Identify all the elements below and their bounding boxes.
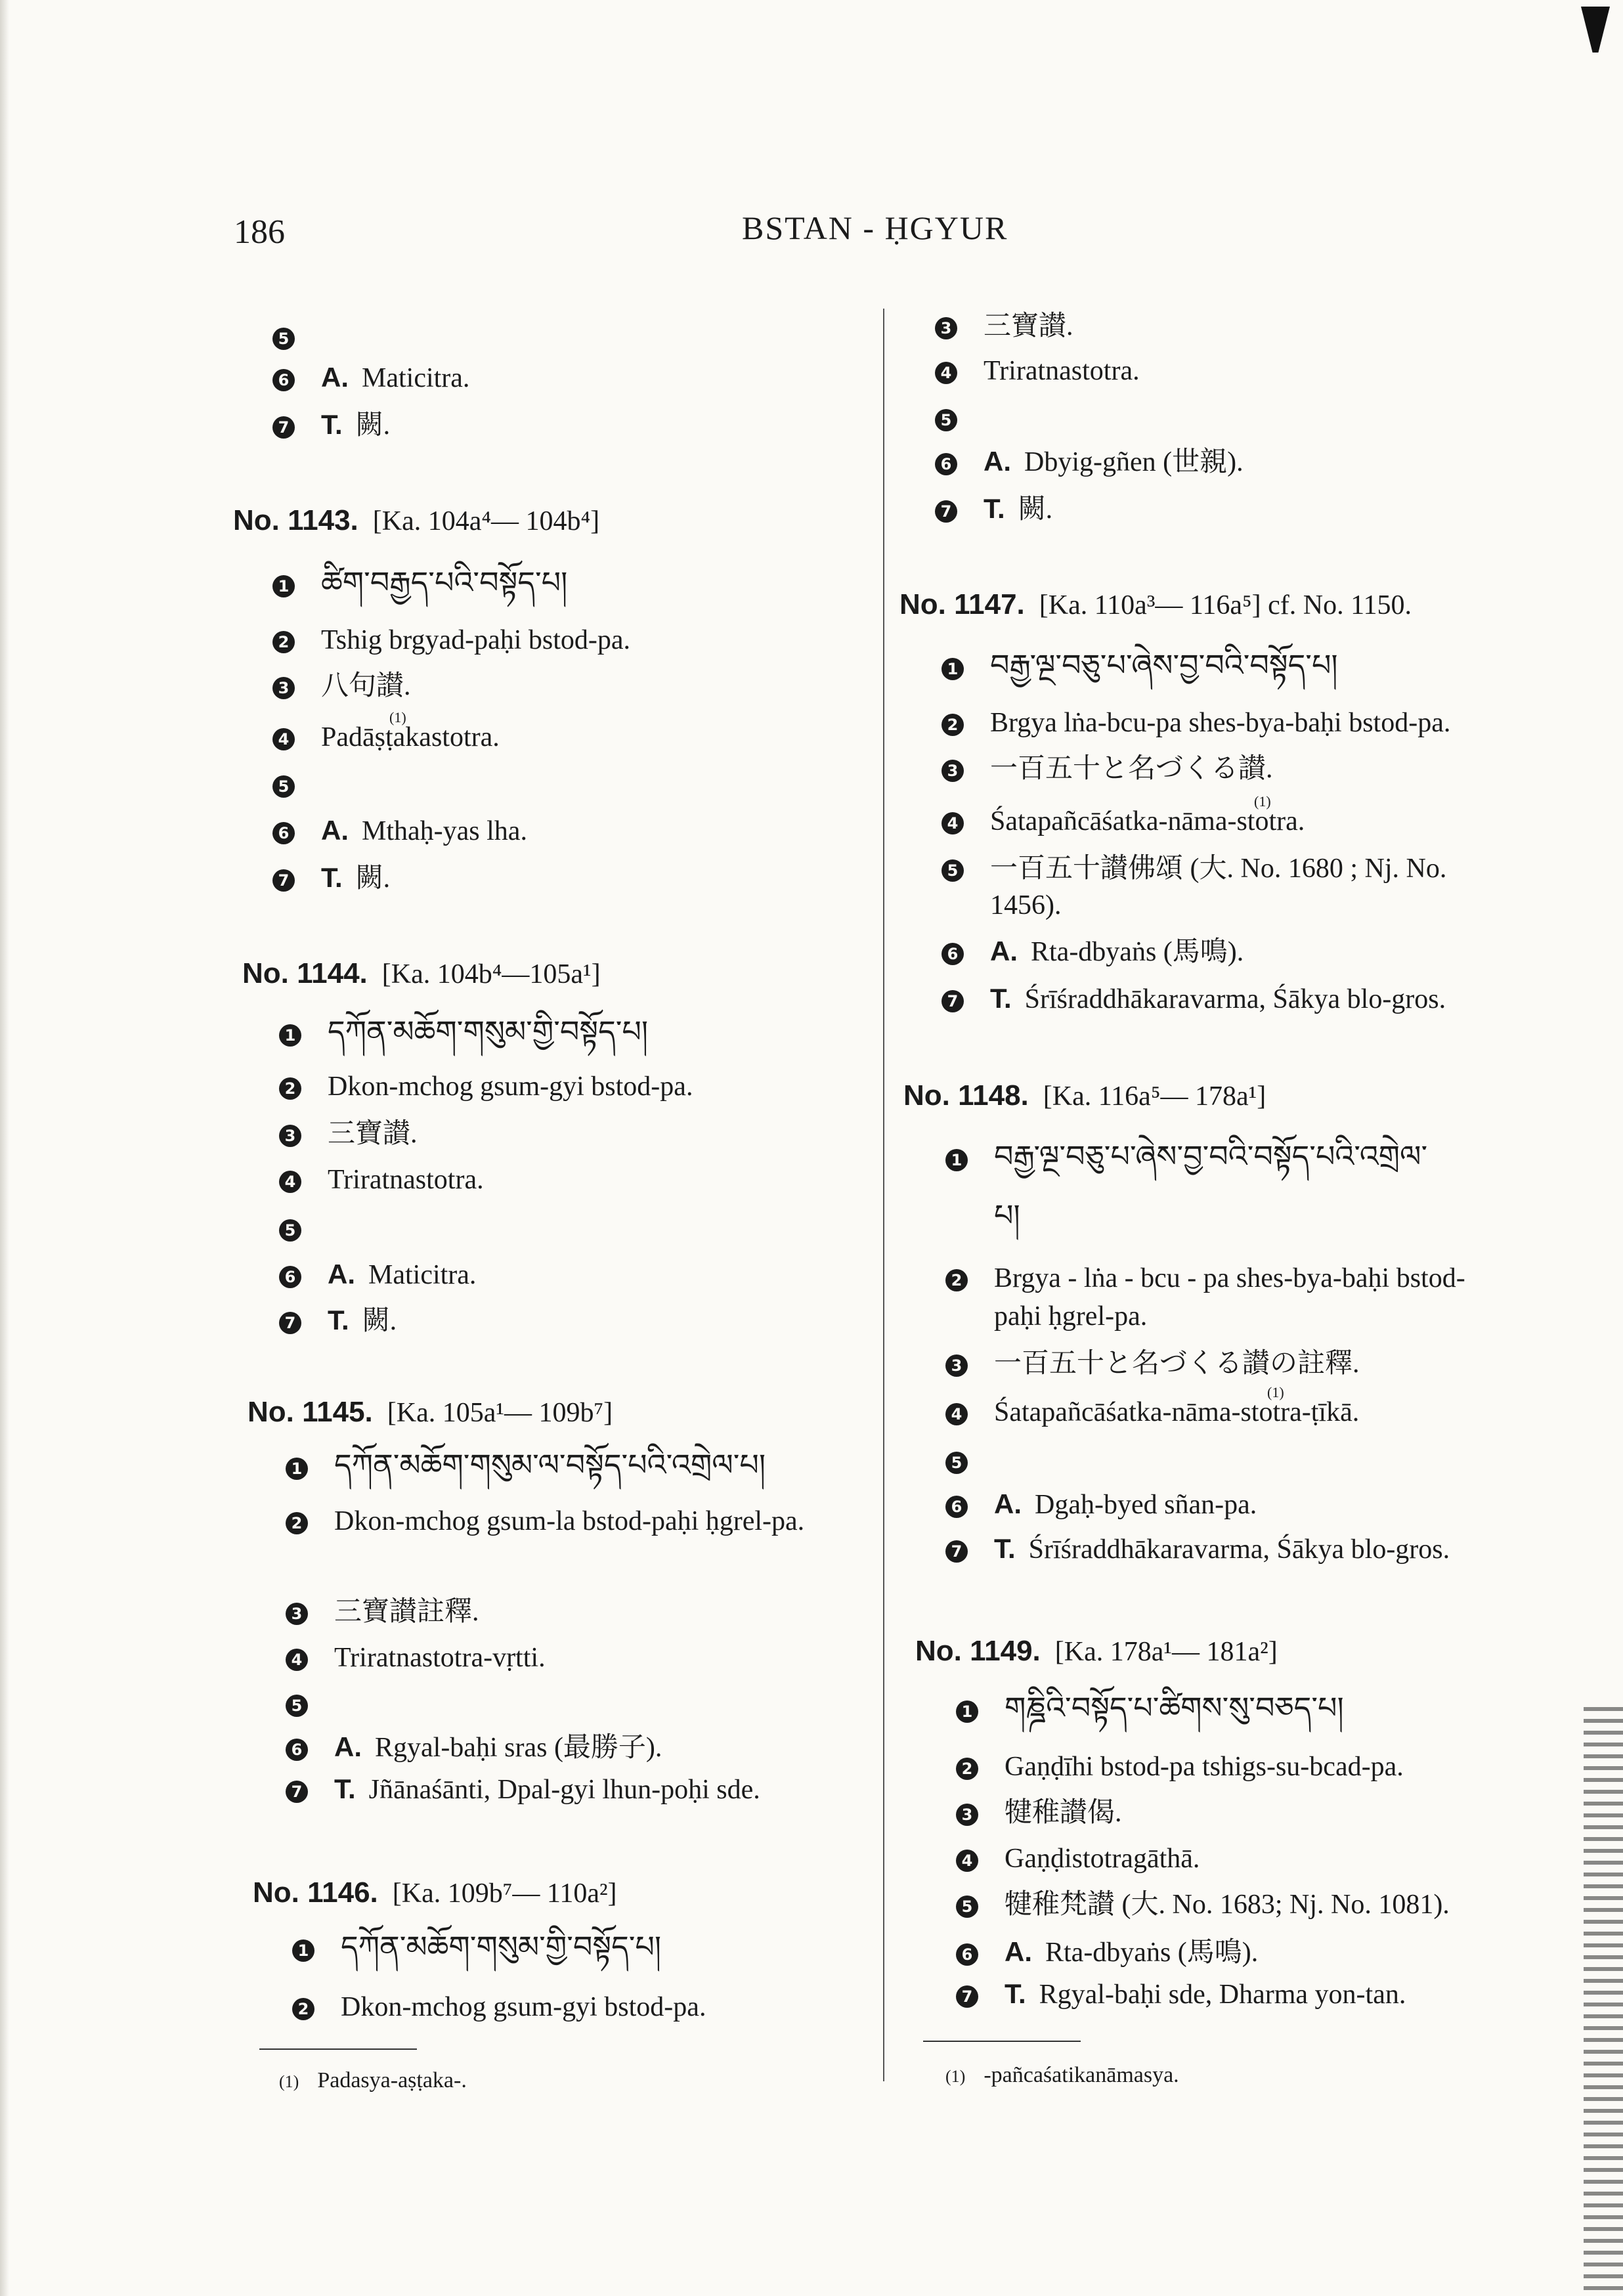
column-rule (883, 309, 884, 2081)
circled-2-icon: 2 (945, 1269, 968, 1291)
circled-2-icon: 2 (941, 714, 964, 736)
entry-1147-note-mark: (1) (1254, 793, 1271, 810)
circled-2-icon: 2 (956, 1758, 978, 1780)
entry-1149-tibetan: 1 གཎྜིའི་བསྟོད་པ་ཚིགས་སུ་བཅད་པ། (956, 1691, 1344, 1726)
item-7: 7 T. 闕. (272, 408, 390, 442)
circled-1-icon: 1 (292, 1939, 314, 1962)
translator: 闕. (355, 410, 391, 441)
entry-1147-chinese-ref: 5 一百五十讃佛頌 (大. No. 1680 ; Nj. No. (941, 852, 1446, 885)
entry-1146-sanskrit: 4 Triratnastotra. (935, 355, 1140, 387)
entry-1148-sanskrit: 4 Śatapañcāśatka-nāma-stotra-ṭīkā. (945, 1396, 1359, 1429)
circled-2-icon: 2 (279, 1077, 301, 1100)
circled-6-icon: 6 (286, 1739, 308, 1761)
circled-5-icon: 5 (941, 859, 964, 882)
circled-7-icon: 7 (935, 500, 957, 523)
entry-1143-head: No. 1143. [Ka. 104a⁴— 104b⁴] (233, 504, 600, 536)
entry-1147-title: 2 Brgya lṅa-bcu-pa shes-bya-baḥi bstod-pa. (941, 706, 1450, 739)
circled-7-icon: 7 (272, 869, 295, 892)
entry-1149-chinese: 3 犍稚讃偈. (956, 1796, 1122, 1829)
circled-4-icon: 4 (935, 362, 957, 384)
page-edge-left (0, 0, 9, 2296)
entry-1143-translator: 7 T. 闕. (272, 861, 390, 895)
circled-3-icon: 3 (956, 1804, 978, 1826)
circled-3-icon: 3 (945, 1354, 968, 1377)
circled-7-icon: 7 (279, 1312, 301, 1334)
entry-1146-translator: 7 T. 闕. (935, 492, 1052, 526)
circled-3-icon: 3 (279, 1125, 301, 1147)
entry-1149-title: 2 Gaṇḍīhi bstod-pa tshigs-su-bcad-pa. (956, 1750, 1404, 1783)
entry-1149-head: No. 1149. [Ka. 178a¹— 181a²] (915, 1635, 1278, 1667)
entry-1147-chinese-ref-cont: 1456). (990, 890, 1062, 921)
circled-5-icon: 5 (956, 1895, 978, 1918)
entry-1144-tibetan: 1 དཀོན་མཆོག་གསུམ་གྱི་བསྟོད་པ། (279, 1015, 648, 1050)
circled-1-icon: 1 (941, 658, 964, 680)
entry-1145-chinese: 3 三寶讃註釋. (286, 1595, 479, 1628)
entry-1145-sanskrit: 4 Triratnastotra-vṛtti. (286, 1641, 546, 1674)
circled-2-icon: 2 (272, 631, 295, 653)
circled-5-icon: 5 (935, 409, 957, 431)
entry-1144-author: 6 A. Maticitra. (279, 1258, 476, 1291)
entry-1147-translator: 7 T. Śrīśraddhākaravarma, Śākya blo-gros. (941, 982, 1446, 1016)
entry-1144-item5 (279, 1212, 328, 1245)
entry-1146-author: 6 A. Dbyig-gñen (世親). (935, 445, 1244, 479)
entry-1144-head: No. 1144. [Ka. 104b⁴—105a¹] (242, 957, 601, 989)
entry-1148-translator: 7 T. Śrīśraddhākaravarma, Śākya blo-gros. (945, 1532, 1450, 1566)
footnote-right: (1) -pañcaśatikanāmasya. (945, 2063, 1179, 2087)
entry-1144-sanskrit: 4 Triratnastotra. (279, 1163, 484, 1196)
circled-3-icon: 3 (272, 677, 295, 699)
entry-1145-title: 2 Dkon-mchog gsum-la bstod-paḥi ḥgrel-pa. (286, 1505, 925, 1538)
corner-mark (1581, 7, 1610, 53)
entry-1143-chinese: 3 八句讃. (272, 670, 411, 703)
entry-1147-chinese: 3 一百五十と名づくる讃. (941, 752, 1273, 785)
entry-1145-tibetan: 1 དཀོན་མཆོག་གསུམ་ལ་བསྟོད་པའི་འགྲེལ་པ། (286, 1448, 766, 1483)
entry-1143-author: 6 A. Mthaḥ-yas lha. (272, 814, 527, 848)
circled-6-icon: 6 (945, 1496, 968, 1518)
entry-1146-chinese: 3 三寶讃. (935, 310, 1073, 343)
circled-4-icon: 4 (956, 1850, 978, 1872)
entry-1149-author: 6 A. Rta-dbyaṅs (馬鳴). (956, 1936, 1258, 1969)
circled-3-icon: 3 (941, 760, 964, 782)
entry-1147-sanskrit: 4 Śatapañcāśatka-nāma-stotra. (941, 805, 1305, 838)
entry-1149-chinese-ref: 5 犍稚梵讃 (大. No. 1683; Nj. No. 1081). (956, 1888, 1450, 1921)
entry-1149-sanskrit: 4 Gaṇḍistotragāthā. (956, 1842, 1200, 1875)
circled-2-icon: 2 (286, 1512, 308, 1534)
entry-1143-title: 2 Tshig brgyad-paḥi bstod-pa. (272, 624, 630, 657)
page-edge-right (1584, 1707, 1623, 2296)
entry-1143-note-mark: (1) (389, 709, 406, 726)
entry-1146-title: 2 Dkon-mchog gsum-gyi bstod-pa. (292, 1991, 706, 2024)
circled-2-icon: 2 (292, 1998, 314, 2020)
entry-1145-translator: 7 T. Jñānaśānti, Dpal-gyi lhun-poḥi sde. (286, 1773, 760, 1806)
circled-1-icon: 1 (945, 1149, 968, 1171)
entry-1145-author: 6 A. Rgyal-baḥi sras (最勝子). (286, 1731, 662, 1764)
circled-4-icon: 4 (941, 812, 964, 834)
entry-1144-chinese: 3 三寶讃. (279, 1117, 418, 1150)
entry-1147-head: No. 1147. [Ka. 110a³— 116a⁵] cf. No. 1150. (899, 588, 1412, 620)
circled-1-icon: 1 (956, 1700, 978, 1723)
circled-7-icon: 7 (945, 1540, 968, 1563)
entry-1148-item5 (945, 1444, 994, 1477)
entry-1148-note-mark: (1) (1267, 1384, 1284, 1400)
footnote-rule-left (259, 2048, 417, 2050)
entry-1143-tibetan: 1 ཚིག་བརྒྱད་པའི་བསྟོད་པ། (272, 566, 567, 601)
circled-4-icon: 4 (286, 1649, 308, 1671)
entry-1145-head: No. 1145. [Ka. 105a¹— 109b⁷] (248, 1396, 613, 1428)
item-5 (272, 320, 321, 353)
entry-1146-tibetan: 1 དཀོན་མཆོག་གསུམ་གྱི་བསྟོད་པ། (292, 1930, 661, 1965)
circled-5-icon: 5 (272, 328, 295, 350)
circled-1-icon: 1 (279, 1024, 301, 1047)
circled-6-icon: 6 (935, 453, 957, 475)
circled-6-icon: 6 (956, 1943, 978, 1966)
entry-1148-tibetan-cont: པ། (994, 1198, 1020, 1233)
circled-4-icon: 4 (945, 1403, 968, 1425)
circled-1-icon: 1 (286, 1458, 308, 1480)
entry-1148-title-cont: paḥi ḥgrel-pa. (994, 1301, 1148, 1332)
entry-1147-author: 6 A. Rta-dbyaṅs (馬鳴). (941, 935, 1244, 968)
circled-3-icon: 3 (286, 1603, 308, 1625)
author: Maticitra. (362, 363, 470, 393)
footnote-rule-right (923, 2041, 1081, 2042)
circled-5-icon: 5 (272, 775, 295, 798)
entry-1148-author: 6 A. Dgaḥ-byed sñan-pa. (945, 1488, 1257, 1521)
entry-1148-tibetan: 1 བརྒྱ་ལྔ་བཅུ་པ་ཞེས་བྱ་བའི་བསྟོད་པའི་འགྲེལ་ (945, 1140, 1427, 1175)
circled-6-icon: 6 (272, 369, 295, 391)
circled-6-icon: 6 (941, 943, 964, 965)
entry-1146-head: No. 1146. [Ka. 109b⁷— 110a²] (253, 1876, 617, 1909)
entry-1146-item5 (935, 402, 984, 435)
circled-1-icon: 1 (272, 575, 295, 597)
circled-7-icon: 7 (286, 1781, 308, 1803)
entry-1145-item5 (286, 1687, 334, 1720)
entry-1147-tibetan: 1 བརྒྱ་ལྔ་བཅུ་པ་ཞེས་བྱ་བའི་བསྟོད་པ། (941, 649, 1338, 683)
circled-7-icon: 7 (272, 416, 295, 439)
circled-5-icon: 5 (286, 1695, 308, 1717)
item-6: 6 A. Maticitra. (272, 361, 469, 395)
entry-1149-translator: 7 T. Rgyal-baḥi sde, Dharma yon-tan. (956, 1978, 1406, 2011)
running-head: BSTAN - ḤGYUR (742, 209, 1008, 246)
circled-7-icon: 7 (956, 1985, 978, 2008)
circled-5-icon: 5 (945, 1452, 968, 1474)
circled-7-icon: 7 (941, 990, 964, 1012)
circled-3-icon: 3 (935, 317, 957, 339)
page-number: 186 (234, 213, 285, 251)
entry-1148-chinese: 3 一百五十と名づくる讃の註釋. (945, 1347, 1360, 1380)
entry-1143-sanskrit: 4 Padāṣṭakastotra. (272, 721, 500, 754)
circled-4-icon: 4 (279, 1171, 301, 1193)
entry-1143-item5 (272, 768, 321, 801)
circled-5-icon: 5 (279, 1219, 301, 1242)
entry-1148-head: No. 1148. [Ka. 116a⁵— 178a¹] (903, 1079, 1266, 1112)
footnote-left: (1) Padasya-aṣṭaka-. (279, 2068, 467, 2092)
circled-6-icon: 6 (272, 822, 295, 844)
entry-1148-title: 2 Brgya - lṅa - bcu - pa shes-bya-baḥi bstod- (945, 1262, 1465, 1295)
circled-6-icon: 6 (279, 1266, 301, 1288)
entry-1144-title: 2 Dkon-mchog gsum-gyi bstod-pa. (279, 1070, 693, 1103)
circled-4-icon: 4 (272, 728, 295, 750)
entry-1144-translator: 7 T. 闕. (279, 1304, 397, 1337)
